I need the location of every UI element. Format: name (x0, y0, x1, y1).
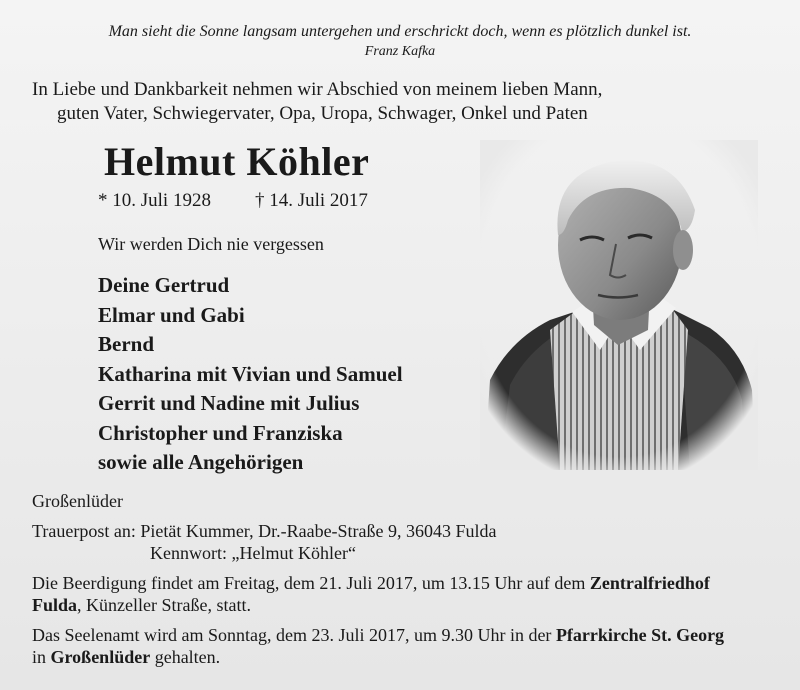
mourning-post-keyword: Kennwort: „Helmut Köhler“ (150, 543, 356, 563)
intro-line-1: In Liebe und Dankbarkeit nehmen wir Abschied von meinem lieben Mann, (32, 79, 603, 100)
funeral-text-b: , Künzeller Straße, statt. (77, 595, 251, 615)
requiem-church: Pfarrkirche St. Georg (555, 624, 725, 645)
intro-line-2: guten Vater, Schwiegervater, Opa, Uropa, Schwager, Onkel und Paten (57, 103, 588, 124)
epigraph (0, 22, 800, 62)
requiem-info (32, 624, 778, 669)
place-name: Großenlüder (32, 491, 123, 511)
birth-date: * 10. Juli 1928 (98, 190, 211, 211)
funeral-text-a: Die Beerdigung findet am Freitag, dem 21. Juli 2017, um 13.15 Uhr auf dem (32, 572, 590, 593)
family-list (98, 271, 403, 478)
family-member: Elmar und Gabi (98, 302, 245, 327)
epigraph-text: Man sieht die Sonne langsam untergehen und erschrickt doch, wenn es plötzlich dunkel ist. (108, 23, 692, 40)
death-date: † 14. Juli 2017 (254, 190, 368, 211)
mourning-post-line (32, 520, 778, 543)
requiem-text-c: gehalten. (150, 647, 221, 667)
mourning-post-label: Trauerpost an: (32, 520, 136, 541)
family-member: Katharina mit Vivian und Samuel (98, 361, 403, 386)
portrait-photo (480, 140, 758, 470)
requiem-place: Großenlüder (50, 647, 151, 667)
intro-text (32, 78, 772, 126)
life-dates (98, 190, 368, 212)
never-forget-line: Wir werden Dich nie vergessen (98, 234, 324, 254)
epigraph-author: Franz Kafka (364, 44, 436, 59)
funeral-location-b: Fulda (32, 595, 78, 615)
funeral-info (32, 572, 778, 617)
service-details (32, 490, 778, 669)
family-member: Deine Gertrud (98, 273, 230, 297)
deceased-name: Helmut Köhler (104, 139, 370, 184)
funeral-location-a: Zentralfriedhof (589, 572, 710, 593)
family-member: sowie alle Angehörigen (98, 450, 304, 474)
family-member: Bernd (98, 332, 155, 356)
requiem-text-a: Das Seelenamt wird am Sonntag, dem 23. Juli 2017, um 9.30 Uhr in der (32, 624, 556, 645)
mourning-post-address: Pietät Kummer, Dr.-Raabe-Straße 9, 36043 Fulda (140, 520, 497, 541)
family-member: Gerrit und Nadine mit Julius (98, 391, 360, 415)
requiem-text-b: in (32, 647, 51, 667)
family-member: Christopher und Franziska (98, 420, 343, 445)
